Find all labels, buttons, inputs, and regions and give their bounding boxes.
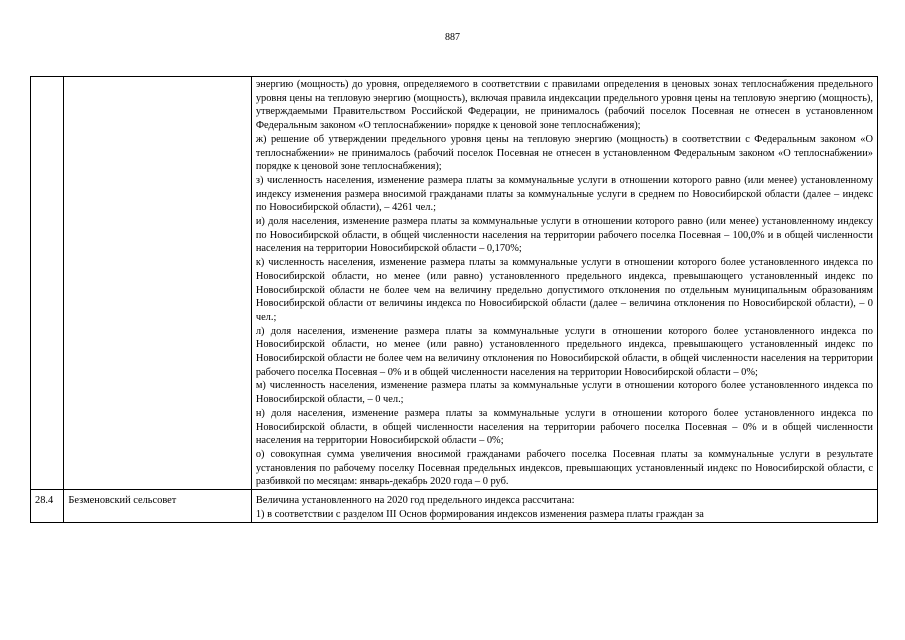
page-number: 887: [445, 32, 460, 43]
paragraph: к) численность населения, изменение размера платы за коммунальные услуги в отношении которого более установленного индекса по Новосибирской области, но менее (или равно) установленного предельного индекса, превышающего установленный индекс по Новосибирской области не более чем на величину предельно допустимого отклонения по отдельным муниципальным образованиям Новосибирской области от величины индекса по Новосибирской области (далее – величина отклонения по Новосибирской области), – 0 чел.;: [255, 257, 873, 323]
paragraph: и) доля населения, изменение размера платы за коммунальные услуги в отношении которого равно (или менее) установленному индексу по Новосибирской области, в общей численности населения на территории рабочего поселка Посевная – 100,0% и в общей численности населения на территории Новосибирской области – 0,170%;: [255, 216, 873, 255]
paragraph: з) численность населения, изменение размера платы за коммунальные услуги в отношении которого равно (или менее) установленному индексу изменения размера вносимой гражданами платы за коммунальные услуги в среднем по Новосибирской области (далее – индекс по Новосибирской области), – 4261 чел.;: [255, 174, 873, 214]
paragraph: м) численность населения, изменение размера платы за коммунальные услуги в отношении которого более установленного индекса по Новосибирской области, – 0 чел.;: [255, 380, 873, 406]
paragraph: 1) в соответствии с разделом III Основ формирования индексов изменения размера платы граждан за: [255, 508, 704, 520]
paragraph: ж) решение об утверждении предельного уровня цены на тепловую энергию (мощность) в соответствии с Федеральным законом «О теплоснабжении» не принималось (рабочий поселок Посевная не отнесен в установленном Федеральным законом «О теплоснабжении» порядке к ценовой зоне теплоснабжения);: [255, 133, 873, 173]
document-table: [30, 76, 878, 523]
paragraph: н) доля населения, изменение размера платы за коммунальные услуги в отношении которого более установленного индекса по Новосибирской области, в общей численности населения на территории рабочего поселка Посевная – 0% и в общей численности населения на территории Новосибирской области – 0%;: [255, 407, 873, 447]
description-cell: [251, 490, 877, 522]
paragraph: Величина установленного на 2020 год предельного индекса рассчитана:: [255, 495, 575, 507]
table-row: [31, 490, 878, 522]
description-cell: [251, 77, 877, 490]
municipality-name-cell: [64, 77, 251, 490]
paragraph: л) доля населения, изменение размера платы за коммунальные услуги в отношении которого более установленного индекса по Новосибирской области, но менее (или равно) установленного предельного индекса, превышающего установленный индекс по Новосибирской области не более чем на величину отклонения по Новосибирской области, в общей численности населения на территории рабочего поселка Посевная – 0% и в общей численности населения на территории Новосибирской области – 0%;: [255, 325, 873, 378]
table-row: [31, 77, 878, 490]
row-number-cell: 28.4: [31, 490, 64, 522]
municipality-name-cell: Безменовский сельсовет: [64, 490, 251, 522]
row-number-cell: [31, 77, 64, 490]
paragraph: энергию (мощность) до уровня, определяемого в соответствии с правилами определения в ценовых зонах теплоснабжения предельного уровня цены на тепловую энергию (мощность), включая правила индексации предельного уровня цены на тепловую энергию (мощность), утверждаемыми Правительством Российской Федерации, не принималось (рабочий поселок Посевная не отнесен в установленном Федеральным законом «О теплоснабжении» порядке к ценовой зоне теплоснабжения);: [255, 79, 873, 132]
paragraph: о) совокупная сумма увеличения вносимой гражданами рабочего поселка Посевная платы за коммунальные услуги в результате установления по рабочему поселку Посевная предельных индексов, превышающих установленный индекс по Новосибирской области, с разбивкой по месяцам: январь-декабрь 2020 года – 0 руб.: [255, 448, 873, 488]
